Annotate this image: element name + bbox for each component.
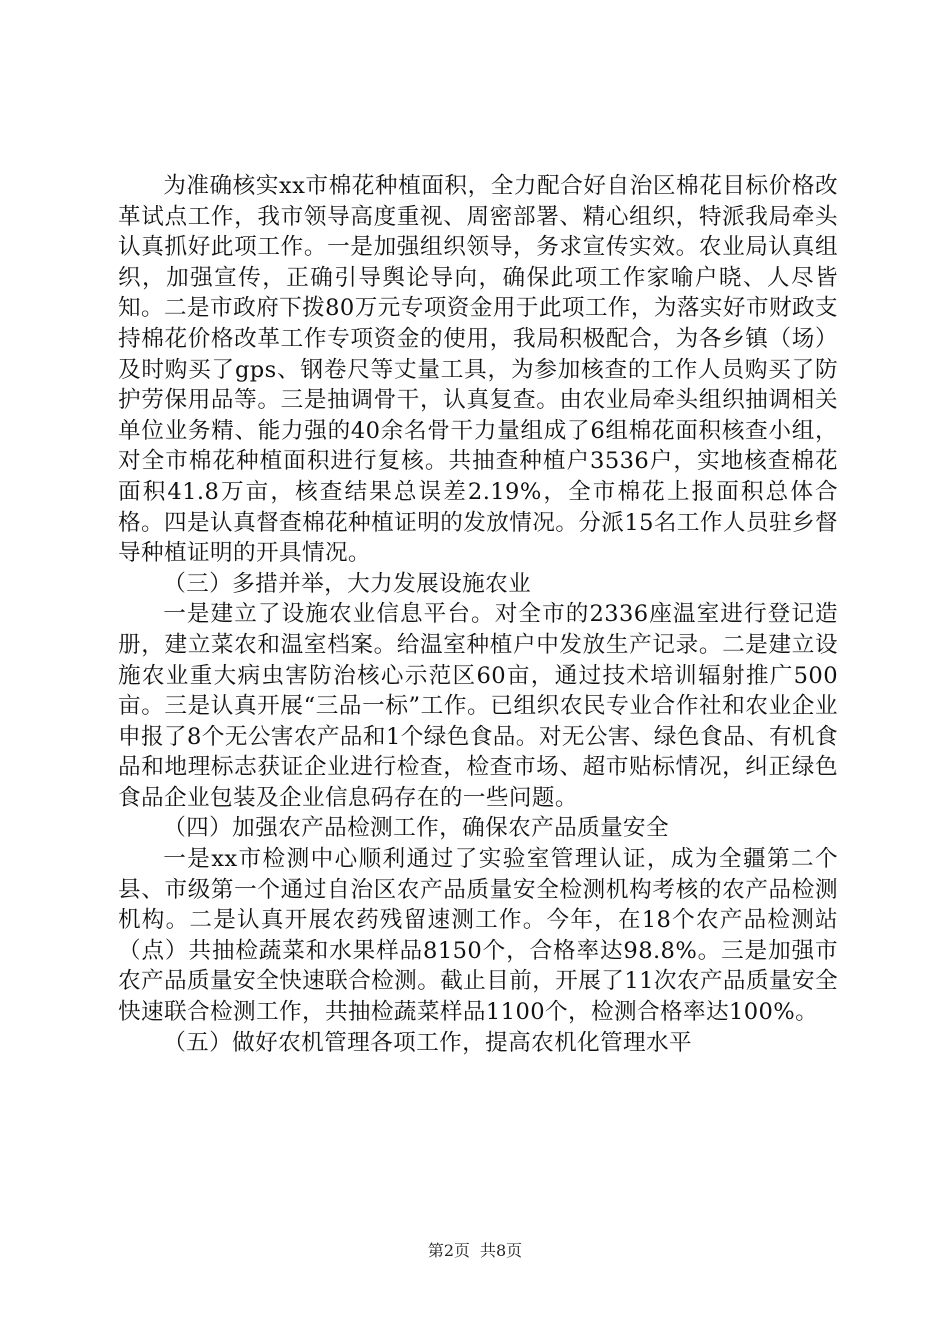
paragraph-product-testing: 一是xx市检测中心顺利通过了实验室管理认证，成为全疆第二个县、市级第一个通过自治区农产品质量安全检测机构考核的农产品检测机构。二是认真开展农药残留速测工作。今年，在18个农产品检测站（点）共抽检蔬菜和水果样品8150个，合格率达98.8%。三是加强市农产品质量安全快速联合检测。截止目前，开展了11次农产品质量安全快速联合检测工作，共抽检蔬菜样品1100个，检测合格率达100%。 [118,846,838,1026]
paragraph-cotton-area-verification: 为准确核实xx市棉花种植面积，全力配合好自治区棉花目标价格改革试点工作，我市领导高度重视、周密部署、精心组织，特派我局牵头认真抓好此项工作。一是加强组织领导，务求宣传实效。农业局认真组织，加强宣传，正确引导舆论导向，确保此项工作家喻户晓、人尽皆知。二是市政府下拨80万元专项资金用于此项工作，为落实好市财政支持棉花价格改革工作专项资金的使用，我局积极配合，为各乡镇（场）及时购买了gps、钢卷尺等丈量工具，为参加核查的工作人员购买了防护劳保用品等。三是抽调骨干，认真复查。由农业局牵头组织抽调相关单位业务精、能力强的40余名骨干力量组成了6组棉花面积核查小组，对全市棉花种植面积进行复核。共抽查种植户3536户，实地核查棉花面积41.8万亩，核查结果总误差2.19%，全市棉花上报面积总体合格。四是认真督查棉花种植证明的发放情况。分派15名工作人员驻乡督导种植证明的开具情况。 [118,173,838,567]
paragraph-facility-agriculture: 一是建立了设施农业信息平台。对全市的2336座温室进行登记造册，建立菜农和温室档案。给温室种植户中发放生产记录。二是建立设施农业重大病虫害防治核心示范区60亩，通过技术培训辐射推广500亩。三是认真开展“三品一标”工作。已组织农民专业合作社和农业企业申报了8个无公害农产品和1个绿色食品。对无公害、绿色食品、有机食品和地理标志获证企业进行检查，检查市场、超市贴标情况，纠正绿色食品企业包装及企业信息码存在的一些问题。 [118,601,838,811]
page-footer [0,1241,950,1261]
section-heading-machinery-management: （五）做好农机管理各项工作，提高农机化管理水平 [163,1029,693,1056]
page-total: 共8页 [480,1241,523,1260]
section-heading-facility-agriculture: （三）多措并举，大力发展设施农业 [163,570,532,597]
section-heading-product-testing: （四）加强农产品检测工作，确保农产品质量安全 [163,815,670,842]
document-body [118,171,838,1058]
page-number: 第2页 [427,1241,470,1260]
